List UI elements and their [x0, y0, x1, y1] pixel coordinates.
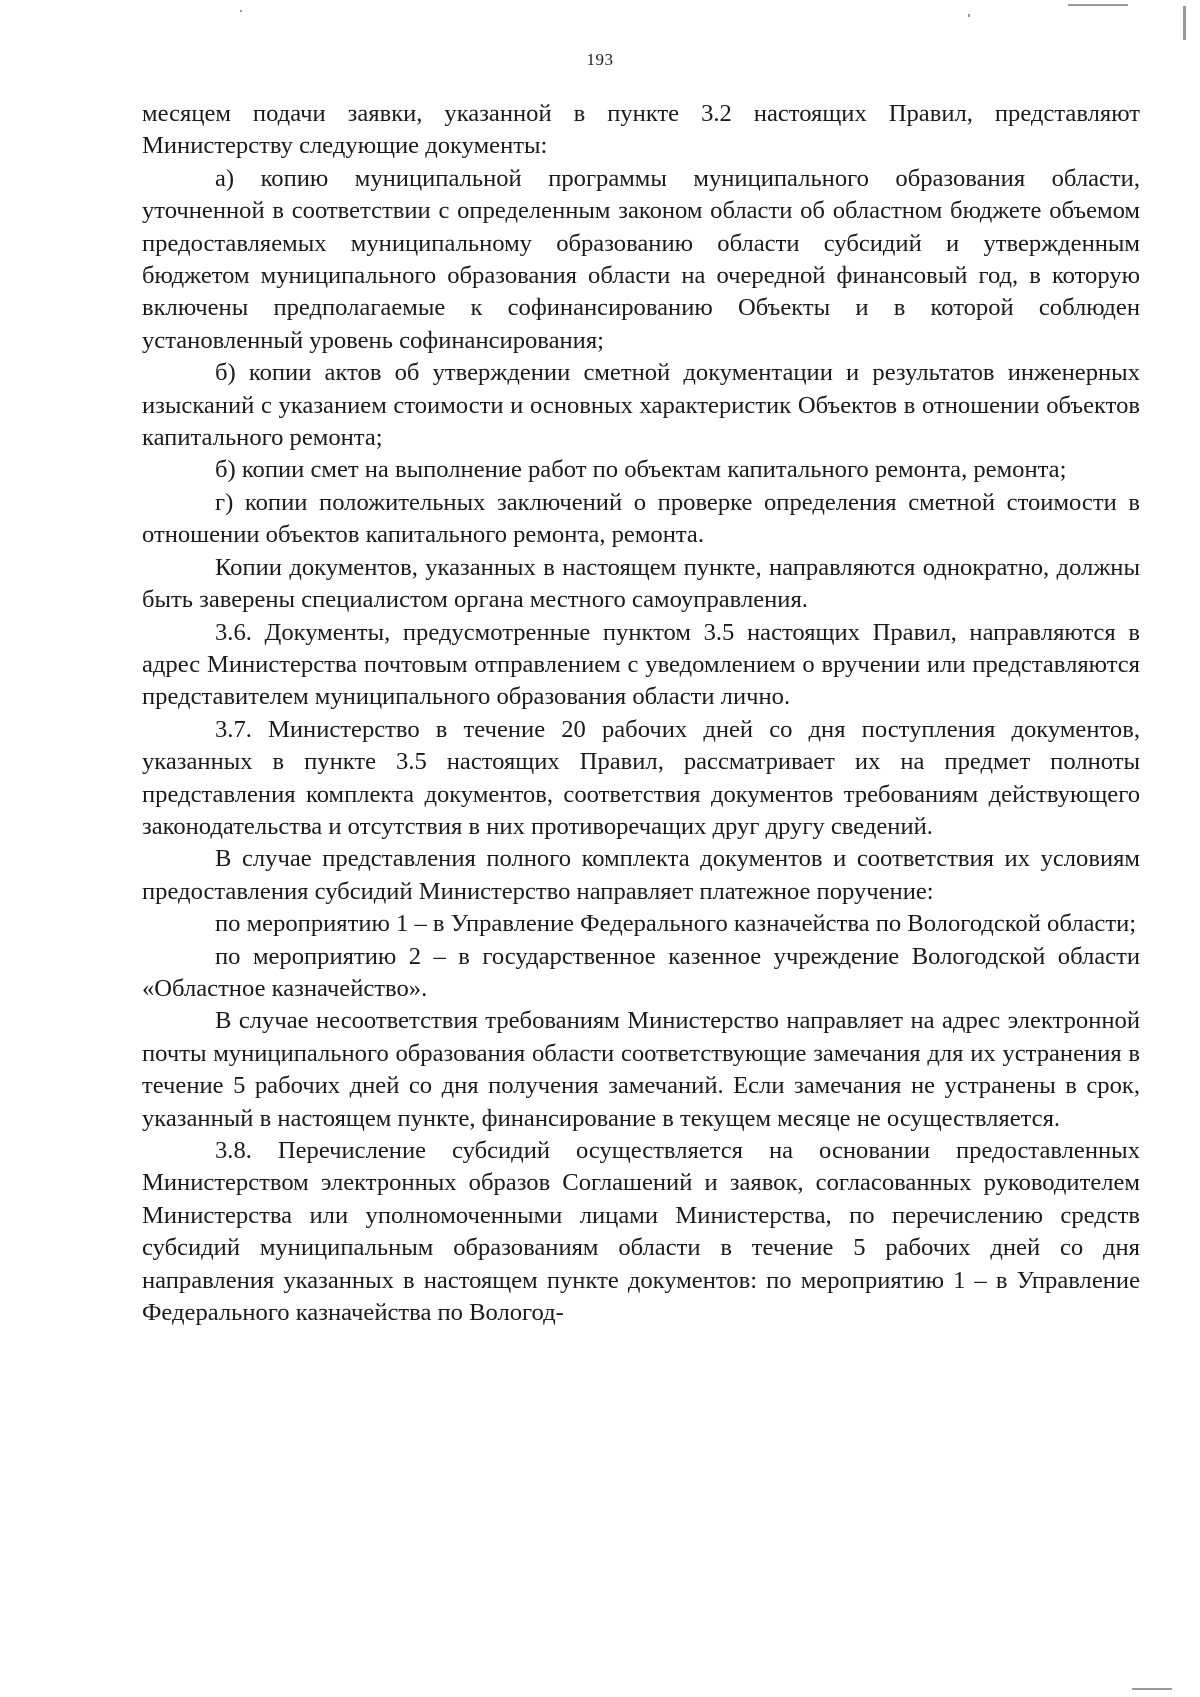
body-text	[142, 98, 1140, 1329]
scan-speck	[1183, 6, 1186, 40]
scan-speck	[1132, 1688, 1172, 1690]
paragraph: б) копии смет на выполнение работ по объектам капитального ремонта, ремонта;	[215, 456, 1067, 484]
paragraph: а) копию муниципальной программы муниципального образования области, уточненной в соответствии с определенным законом области об областном бюджете объемом предоставляемых муниципальному образованию области субсидий и утвержденным бюджетом муниципального образования области на очередной финансовый год, в которую включены предполагаемые к софинансированию Объекты и в которой соблюден установленный уровень софинансирования;	[142, 164, 1140, 354]
paragraph: по мероприятию 1 – в Управление Федерального казначейства по Вологодской области;	[215, 910, 1137, 938]
scan-speck	[968, 14, 970, 17]
scan-speck	[240, 10, 242, 12]
paragraph: 3.6. Документы, предусмотренные пунктом 3.5 настоящих Правил, направляются в адрес Министерства почтовым отправлением с уведомлением о вручении или представляются представителем муниципального образования области лично.	[142, 618, 1140, 711]
paragraph: 3.8. Перечисление субсидий осуществляется на основании предоставленных Министерством электронных образов Соглашений и заявок, согласованных руководителем Министерства или уполномоченными лицами Министерства, по перечислению средств субсидий муниципальным образованиям области в течение 5 рабочих дней со дня направления указанных в настоящем пункте документов: по мероприятию 1 – в Управление Федерального казначейства по Вологод-	[142, 1137, 1140, 1327]
paragraph: В случае несоответствия требованиям Министерство направляет на адрес электронной почты муниципального образования области соответствующие замечания для их устранения в течение 5 рабочих дней со дня получения замечаний. Если замечания не устранены в срок, указанный в настоящем пункте, финансирование в текущем месяце не осуществляется.	[142, 1007, 1140, 1132]
paragraph: б) копии актов об утверждении сметной документации и результатов инженерных изысканий с указанием стоимости и основных характеристик Объектов в отношении объектов капитального ремонта;	[142, 359, 1140, 452]
paragraph: г) копии положительных заключений о проверке определения сметной стоимости в отношении объектов капитального ремонта, ремонта.	[142, 488, 1140, 549]
scan-speck	[1068, 4, 1128, 6]
paragraph: Копии документов, указанных в настоящем пункте, направляются однократно, должны быть заверены специалистом органа местного самоуправления.	[142, 553, 1140, 614]
paragraph: месяцем подачи заявки, указанной в пункте 3.2 настоящих Правил, представляют Министерству следующие документы:	[142, 100, 1140, 160]
paragraph: по мероприятию 2 – в государственное казенное учреждение Вологодской области «Областное казначейство».	[142, 942, 1140, 1002]
paragraph: В случае представления полного комплекта документов и соответствия их условиям предоставления субсидий Министерство направляет платежное поручение:	[142, 845, 1140, 905]
paragraph: 3.7. Министерство в течение 20 рабочих дней со дня поступления документов, указанных в пункте 3.5 настоящих Правил, рассматривает их на предмет полноты представления комплекта документов, соответствия документов требованиям действующего законодательства и отсутствия в них противоречащих друг другу сведений.	[142, 715, 1140, 840]
page-number: 193	[586, 50, 614, 69]
